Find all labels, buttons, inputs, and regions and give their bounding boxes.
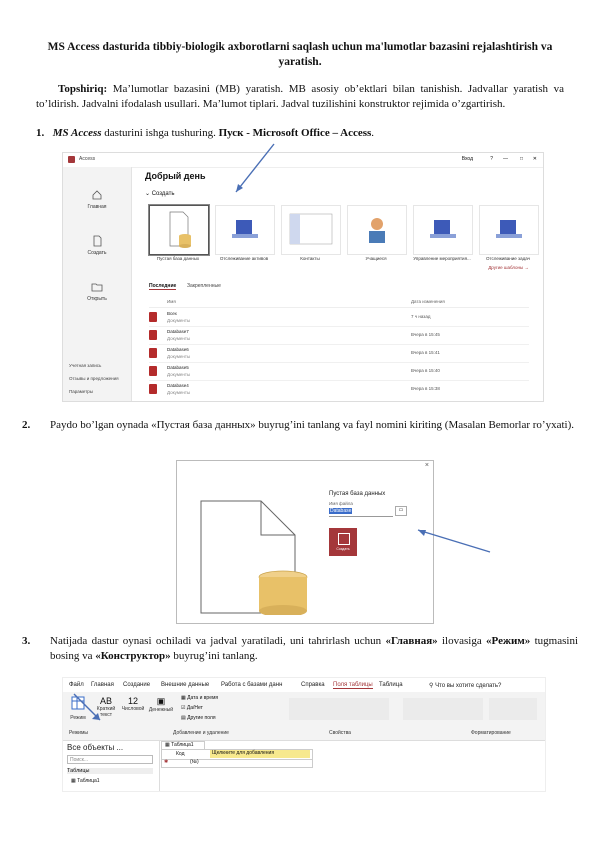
title-bar (63, 153, 543, 168)
step-text: Natijada dastur oynasi ochiladi va jadval yaratiladi, uni tahrirlash uchun (50, 635, 386, 647)
datetime-button[interactable]: ▦ Дата и время (181, 695, 219, 701)
group-label-properties: Свойства (329, 730, 351, 736)
recent-file-row[interactable] (149, 327, 529, 345)
currency-icon: ▣ (156, 696, 166, 706)
feedback-link[interactable]: Отзывы и предложения (69, 376, 119, 381)
blank-database-dialog-screenshot (176, 460, 434, 624)
access-file-icon (149, 366, 157, 376)
file-name: Database6 (167, 347, 189, 352)
nav-table-item[interactable]: ▦ Таблица1 (71, 778, 100, 784)
file-date: Вчера в 15:38 (411, 386, 440, 391)
file-name: Всех (167, 311, 177, 316)
nav-open[interactable] (63, 281, 131, 302)
col-date-header: Дата изменения (411, 299, 445, 304)
file-date: Вчера в 15:45 (411, 332, 440, 337)
menu-bar (63, 678, 545, 692)
template-contacts[interactable] (281, 205, 341, 255)
yesno-label: Да/Нет (186, 705, 203, 711)
template-label: Пустая база данных (156, 256, 200, 261)
create-section-label: ⌄ Создать (145, 191, 175, 197)
help-icon[interactable]: ? (490, 156, 493, 162)
home-icon (91, 189, 103, 201)
file-name-value: Database (330, 508, 352, 514)
template-blank-database[interactable] (149, 205, 209, 255)
access-file-icon (149, 348, 157, 358)
mode-button-ref: «Режим» (486, 635, 531, 647)
access-file-icon (149, 384, 157, 394)
access-logo-icon (68, 156, 75, 163)
currency-label: Денежный (148, 707, 174, 713)
navigation-pane (63, 741, 160, 791)
close-icon[interactable]: × (424, 462, 429, 469)
step-number: 2. (22, 419, 31, 431)
access-file-icon (149, 312, 157, 322)
short-text-label: Краткий текст (96, 706, 116, 718)
access-backstage-screenshot (62, 152, 544, 402)
file-name: Database5 (167, 365, 189, 370)
new-row-id: (№) (190, 759, 199, 765)
group-label-add-delete: Добавление и удаление (173, 730, 229, 736)
template-students[interactable] (347, 205, 407, 255)
task-paragraph (36, 82, 564, 112)
template-tasks[interactable] (479, 205, 539, 255)
app-name: Access (79, 156, 96, 162)
number-label: Числовой (121, 706, 145, 712)
short-text-icon: AB (99, 696, 112, 706)
tab-pinned[interactable]: Закрепленные (187, 283, 221, 289)
nav-pane-title[interactable]: Все объекты ... (67, 743, 124, 752)
step-text: Paydo bo’lgan oynada «Пустая база данных» buyrug’ini tanlang va fayl nomini kiriting (Masalan Bemorlar ro’yxati). (50, 419, 574, 431)
backstage-sidebar (63, 167, 132, 401)
app-name-italic: MS Access (52, 127, 102, 139)
recent-file-row[interactable] (149, 309, 529, 327)
mode-label: Режим (70, 715, 86, 721)
maximize-icon[interactable]: □ (519, 156, 523, 162)
menu-table-fields[interactable]: Поля таблицы (333, 682, 373, 688)
file-name: Database4 (167, 383, 189, 388)
menu-create[interactable]: Создание (123, 682, 151, 688)
tell-me-text: Что вы хотите сделать? (435, 683, 502, 689)
group-label-views: Режимы (69, 730, 89, 736)
recent-file-row[interactable] (149, 345, 529, 363)
nav-new[interactable] (63, 235, 131, 256)
nav-label: Главная (87, 204, 107, 210)
access-file-icon (149, 330, 157, 340)
close-icon[interactable]: ✕ (532, 156, 537, 162)
options-link[interactable]: Параметры (69, 389, 93, 394)
nav-search-input[interactable]: Поиск... (67, 755, 153, 764)
formatting-group (489, 698, 537, 720)
tab-recent[interactable]: Последние (149, 283, 177, 289)
task-text: Ma’lumotlar bazasini (MB) yaratish. MB asosiy ob’ektlari bilan tanishish. Jadvallar yaratish va to’ldirish. Jadvalni ifodalash usullari. Ma’lumot tiplari. Jadval tuzilishini konstruktor rejimida o’zgartirish. (36, 83, 564, 110)
new-file-icon (91, 235, 103, 247)
nav-section-tables[interactable]: Таблицы (67, 768, 153, 774)
template-events[interactable] (413, 205, 473, 255)
col-id-header[interactable]: Код (176, 751, 185, 757)
field-validation-group (403, 698, 483, 720)
create-button[interactable] (329, 528, 357, 556)
menu-home[interactable]: Главная (91, 682, 114, 688)
datasheet-tab[interactable]: ▦ Таблица1 (161, 741, 205, 749)
create-label: Создать (151, 191, 175, 197)
pointer-arrow-icon (72, 692, 106, 724)
nav-label: Открыть (87, 296, 107, 302)
asset-tracking-icon (216, 206, 274, 254)
file-location: Документы (167, 390, 191, 395)
create-button-label: Создать (336, 547, 350, 551)
pointer-arrow-icon (230, 140, 278, 198)
designer-command-ref: «Конструктор» (95, 650, 171, 662)
number-icon: 12 (127, 696, 138, 706)
contacts-icon (282, 206, 340, 254)
pointer-arrow-icon (414, 526, 494, 556)
recent-file-row[interactable] (149, 363, 529, 381)
template-label: Учащиеся (365, 256, 387, 261)
blank-database-icon (150, 206, 208, 254)
document-title: MS Access dasturida tibbiy-biologik axborotlarni saqlash uchun ma'lumotlar bazasini rejalashtirish va yaratish. (47, 41, 553, 68)
recent-file-row[interactable] (149, 381, 529, 398)
template-label: Контакты (300, 256, 320, 261)
events-icon (414, 206, 472, 254)
greeting: Добрый день (145, 171, 206, 181)
group-label-formatting: Форматирование (471, 730, 511, 736)
step-1 (36, 126, 564, 141)
file-date: Вчера в 15:41 (411, 350, 440, 355)
minimize-icon[interactable]: — (503, 156, 508, 162)
template-label: Управление мероприятия... (413, 256, 471, 261)
template-asset-tracking[interactable] (215, 205, 275, 255)
tasks-icon (480, 206, 538, 254)
nav-label: Создать (87, 250, 107, 256)
file-date: Вчера в 15:40 (411, 368, 440, 373)
file-location: Документы (167, 372, 191, 377)
open-folder-icon (91, 281, 103, 293)
tell-me-search[interactable]: ⚲ Что вы хотите сделать? (429, 683, 502, 689)
file-date: 7 ч назад (411, 314, 431, 319)
more-templates-link[interactable]: Другие шаблоны → (488, 265, 529, 270)
dialog-title: Пустая база данных (329, 491, 386, 497)
start-path: Пуск - Microsoft Office – Access (218, 127, 372, 139)
ribbon (63, 692, 545, 741)
datasheet (161, 741, 311, 791)
blank-database-large-icon (199, 499, 319, 615)
file-name-field[interactable] (329, 508, 393, 517)
step-number: 1. (36, 127, 45, 139)
file-name: Database7 (167, 329, 189, 334)
number-button[interactable] (121, 696, 145, 712)
file-name-label: Имя файла (329, 501, 353, 506)
browse-folder-icon[interactable]: ▭ (395, 506, 407, 516)
template-label: Отслеживание задач (486, 256, 530, 261)
currency-button[interactable] (147, 696, 175, 713)
file-location: Документы (167, 336, 191, 341)
menu-file[interactable]: Файл (69, 682, 84, 688)
datetime-label: Дата и время (187, 695, 219, 701)
more-fields-button[interactable]: ▤ Другие поля (181, 715, 216, 721)
file-location: Документы (167, 318, 191, 323)
properties-group (289, 698, 389, 720)
step-text: tugmasini bosing va (50, 635, 579, 662)
step-text: buyrug’ini tanlang. (170, 650, 258, 662)
task-label: Topshiriq: (58, 83, 108, 95)
step-2 (22, 418, 578, 433)
step-text: dasturini ishga tushuring. (101, 127, 219, 139)
template-label: Отслеживание активов (219, 256, 269, 261)
menu-help[interactable]: Справка (301, 682, 325, 688)
students-icon (348, 206, 406, 254)
tab-name: Таблица1 (171, 742, 194, 748)
create-icon (338, 533, 350, 545)
home-tab-ref: «Главная» (385, 635, 438, 647)
menu-database-tools[interactable]: Работа с базами данн (221, 682, 283, 688)
new-row-marker-icon: ✱ (164, 759, 169, 765)
more-fields-label: Другие поля (187, 715, 216, 721)
yesno-button[interactable]: ☑ Да/Нет (181, 705, 203, 711)
menu-table[interactable]: Таблица (379, 682, 403, 688)
add-column-header[interactable]: Щелкните для добавления (210, 750, 310, 758)
col-name-header: Имя (167, 299, 176, 304)
step-number: 3. (22, 635, 31, 647)
account-link[interactable]: Учетная запись (69, 363, 102, 368)
file-list-header (149, 297, 529, 308)
step-end: . (371, 127, 375, 139)
menu-external-data[interactable]: Внешние данные (161, 682, 210, 688)
step-text: ilovasiga (437, 635, 487, 647)
access-ribbon-screenshot (62, 677, 546, 792)
step-3 (22, 634, 579, 664)
table-item-label: Таблица1 (77, 778, 100, 784)
datasheet-new-row[interactable] (161, 758, 313, 768)
file-location: Документы (167, 354, 191, 359)
nav-home[interactable] (63, 189, 131, 210)
signin-link[interactable]: Вход (461, 156, 473, 162)
